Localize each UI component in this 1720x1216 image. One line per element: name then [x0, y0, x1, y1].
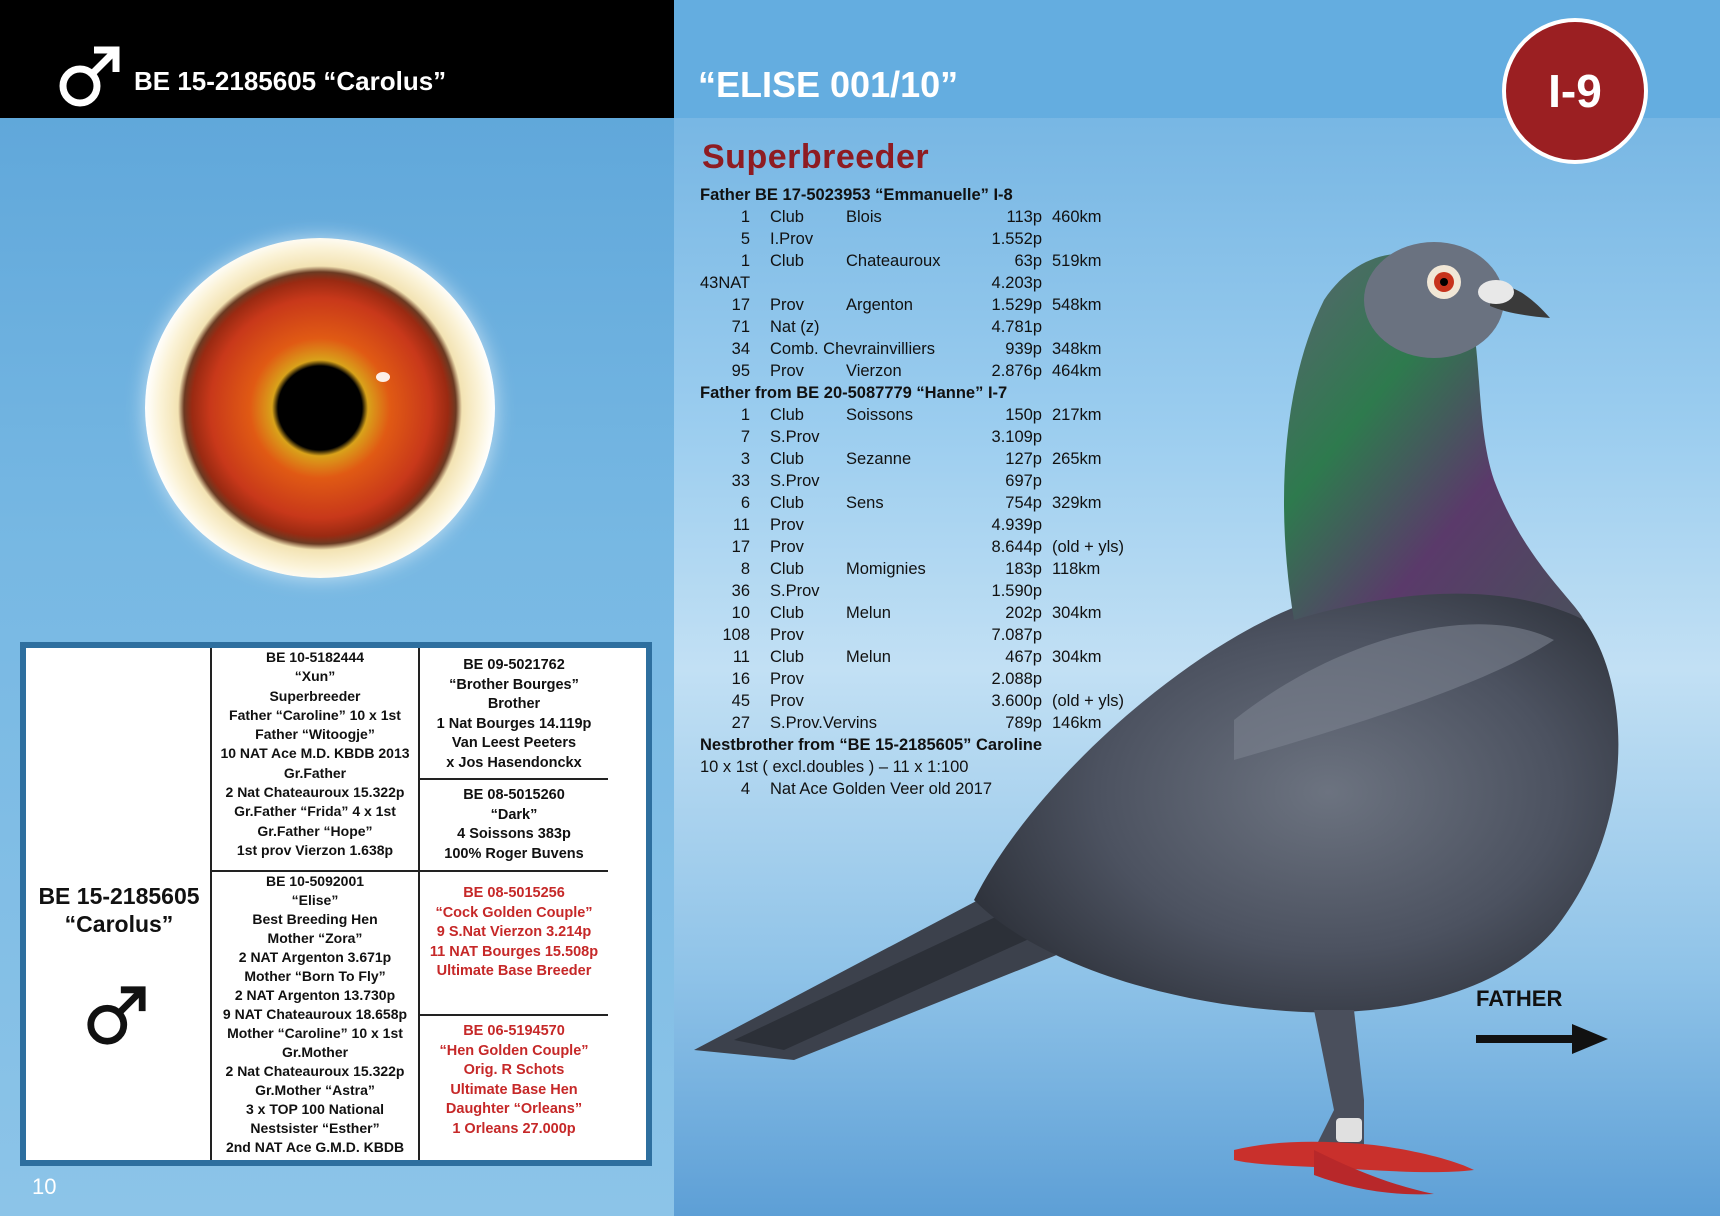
result-cell: 183p [1005, 560, 1042, 578]
eye-glint [376, 372, 390, 382]
result-cell: 519km [1052, 252, 1102, 270]
ped-line: BE 10-5182444 [265, 649, 365, 665]
result-cell: 202p [1005, 604, 1042, 622]
result-cell: 548km [1052, 296, 1102, 314]
ped-line: Superbreeder [269, 687, 361, 704]
result-cell: S.Prov [770, 582, 820, 600]
result-cell: 146km [1052, 714, 1102, 732]
result-cell: 11 [732, 516, 750, 534]
result-cell: 464km [1052, 362, 1102, 380]
result-cell: 3.600p [991, 692, 1042, 710]
result-cell: Club [770, 208, 804, 226]
result-cell: (old + yls) [1052, 692, 1124, 710]
result-cell: Chateauroux [846, 252, 941, 270]
ped-line: “Dark” [490, 806, 538, 823]
result-cell: 17 [731, 538, 750, 556]
result-cell: 1 [740, 406, 750, 424]
result-cell: 36 [731, 582, 750, 600]
ped-line: Daughter “Orleans” [445, 1101, 583, 1118]
result-cell: 304km [1052, 648, 1102, 666]
result-cell: Comb. Chevrainvilliers [770, 340, 936, 358]
result-cell: 34 [731, 340, 750, 358]
subject-ring: BE 15-2185605 [38, 883, 200, 909]
result-cell: Prov [770, 538, 804, 556]
result-cell: 460km [1052, 208, 1102, 226]
result-cell: Nat Ace Golden Veer old 2017 [770, 780, 992, 798]
ped-line: Father “Caroline” 10 x 1st [229, 706, 401, 723]
ped-line: Gr.Mother [281, 1044, 349, 1060]
ped-line: Nestsister “Esther” [250, 1120, 380, 1136]
pedigree-mother-mother [420, 1022, 608, 1160]
result-cell: 10 [731, 604, 750, 622]
result-cell: 8 [740, 560, 750, 578]
divider [418, 1014, 608, 1016]
result-cell: Club [770, 252, 804, 270]
ped-line: BE 10-5092001 [265, 873, 365, 889]
result-cell: 939p [1005, 340, 1042, 358]
ped-line: BE 08-5015260 [463, 787, 565, 803]
result-cell: 304km [1052, 604, 1102, 622]
result-cell: 5 [740, 230, 750, 248]
ped-line: Gr.Mother “Astra” [255, 1082, 375, 1098]
result-cell: (old + yls) [1052, 538, 1124, 556]
ped-line: 1st prov Vierzon 1.638p [236, 841, 394, 858]
ped-line: Father “Witoogje” [255, 726, 375, 743]
result-cell: 11 [732, 648, 750, 666]
ped-line: “Brother Bourges” [449, 676, 579, 693]
result-cell: 4 [740, 780, 750, 798]
result-cell: Soissons [846, 406, 913, 424]
result-cell: Club [770, 450, 804, 468]
ped-line: 10 NAT Ace M.D. KBDB 2013 [220, 745, 410, 762]
result-cell: 3 [740, 450, 750, 468]
result-cell: Club [770, 406, 804, 424]
result-cell: Argenton [846, 296, 913, 314]
pedigree-mother-father [420, 884, 608, 1014]
result-cell: I.Prov [770, 230, 814, 248]
page-badge: I-9 [1502, 18, 1648, 164]
result-cell: 45 [731, 692, 750, 710]
ped-line: 9 S.Nat Vierzon 3.214p [436, 924, 592, 941]
father-label: FATHER [1476, 986, 1563, 1011]
result-cell: 4.203p [991, 274, 1042, 292]
ped-line: Gr.Father “Frida” 4 x 1st [234, 803, 396, 820]
result-cell: 1.590p [991, 582, 1042, 600]
pedigree-mother [212, 872, 418, 1160]
ped-line: “Elise” [291, 892, 339, 908]
ped-line: Mother “Born To Fly” [244, 968, 386, 984]
result-cell: 8.644p [991, 538, 1042, 556]
ped-line: Brother [487, 696, 541, 713]
ped-line: Gr.Father [283, 764, 347, 781]
ped-line: 100% Roger Buvens [444, 845, 584, 862]
result-cell: Club [770, 560, 804, 578]
result-note-text: 10 x 1st ( excl.doubles ) – 11 x 1:100 [700, 758, 969, 776]
result-cell: Prov [770, 692, 804, 710]
ped-line: Van Leest Peeters [451, 735, 577, 752]
ped-line: “Xun” [294, 668, 336, 685]
pedigree-table [20, 642, 652, 1166]
pedigree-inner [26, 648, 646, 1160]
result-cell: 754p [1005, 494, 1042, 512]
ped-line: 2 Nat Chateauroux 15.322p [225, 784, 405, 801]
ped-line: Mother “Caroline” 10 x 1st [227, 1025, 403, 1041]
result-cell: S.Prov [770, 472, 820, 490]
result-cell: 95 [731, 362, 750, 380]
result-cell: 4.939p [991, 516, 1042, 534]
ped-line: 2 NAT Argenton 3.671p [238, 949, 392, 965]
ped-line: BE 06-5194570 [463, 1023, 565, 1039]
ped-line: “Cock Golden Couple” [435, 904, 593, 921]
result-cell: Vierzon [846, 362, 902, 380]
ped-line: 2 NAT Argenton 13.730p [234, 987, 396, 1003]
result-cell: Melun [846, 604, 891, 622]
ped-line: 2nd NAT Ace G.M.D. KBDB [225, 1139, 405, 1155]
result-cell: 71 [731, 318, 750, 336]
ped-line: 4 Soissons 383p [457, 826, 571, 843]
result-cell: 2.088p [991, 670, 1042, 688]
result-cell: Club [770, 604, 804, 622]
result-cell: 7 [740, 428, 750, 446]
result-cell: Club [770, 648, 804, 666]
result-cell: Prov [770, 670, 804, 688]
right-arrow-icon [1476, 1024, 1608, 1054]
result-cell: 33 [731, 472, 750, 490]
male-symbol-icon [56, 44, 122, 110]
result-cell: Prov [770, 362, 804, 380]
result-cell: Club [770, 494, 804, 512]
ped-line: 9 NAT Chateauroux 18.658p [222, 1006, 408, 1022]
pigeon-eye-image [145, 238, 495, 578]
divider [418, 778, 608, 780]
result-cell: 1 [740, 252, 750, 270]
result-cell: Melun [846, 648, 891, 666]
result-cell: 1.529p [991, 296, 1042, 314]
ped-line: Ultimate Base Hen [450, 1081, 578, 1098]
ped-line: 3 x TOP 100 National [246, 1101, 384, 1117]
result-cell: 1 [740, 208, 750, 226]
result-cell: 118km [1052, 560, 1101, 578]
left-page [0, 0, 674, 1216]
male-symbol-icon [84, 984, 148, 1048]
result-cell: 16 [731, 670, 750, 688]
pedigree-father-mother [420, 786, 608, 870]
result-cell: 150p [1005, 406, 1042, 424]
page-number: 10 [32, 1174, 57, 1199]
left-header-bar [0, 0, 674, 118]
result-cell: 27 [731, 714, 750, 732]
result-cell: 43NAT [700, 274, 751, 292]
result-cell: Nat (z) [770, 318, 820, 336]
ped-line: “Hen Golden Couple” [439, 1042, 589, 1059]
ped-line: 1 Orleans 27.000p [452, 1120, 576, 1137]
result-cell: 108 [722, 626, 750, 644]
subject-name: “Carolus” [64, 911, 174, 937]
result-cell: 6 [740, 494, 750, 512]
ped-line: Gr.Father “Hope” [257, 822, 373, 839]
result-cell: 467p [1005, 648, 1042, 666]
result-cell: 217km [1052, 406, 1102, 424]
ped-line: Best Breeding Hen [252, 911, 378, 927]
right-page [674, 0, 1720, 1216]
result-cell: 348km [1052, 340, 1102, 358]
result-cell: 265km [1052, 450, 1102, 468]
result-cell: 17 [731, 296, 750, 314]
left-header-title: BE 15-2185605 “Carolus” [134, 66, 447, 96]
pedigree-subject [26, 882, 212, 938]
ped-line: 1 Nat Bourges 14.119p [436, 715, 592, 732]
ped-line: Orig. R Schots [463, 1062, 565, 1079]
result-cell: Prov [770, 626, 804, 644]
result-cell: Prov [770, 516, 804, 534]
ped-line: BE 08-5015256 [463, 885, 565, 901]
ped-line: x Jos Hasendonckx [446, 754, 582, 771]
result-cell: Momignies [846, 560, 926, 578]
result-cell: 3.109p [991, 428, 1042, 446]
ped-line: Ultimate Base Breeder [436, 963, 592, 980]
result-cell: S.Prov [770, 428, 820, 446]
ped-line: BE 09-5021762 [463, 657, 565, 673]
result-cell: Blois [846, 208, 882, 226]
result-cell: 329km [1052, 494, 1102, 512]
result-cell: 4.781p [991, 318, 1042, 336]
divider [418, 870, 608, 872]
result-cell: Sezanne [846, 450, 912, 468]
result-cell: 113p [1006, 208, 1042, 226]
ped-line: 2 Nat Chateauroux 15.322p [225, 1063, 405, 1079]
result-cell: 7.087p [991, 626, 1042, 644]
superbreeder-title: Superbreeder [702, 138, 930, 176]
result-heading-text: Nestbrother from “BE 15-2185605” Caroline [700, 736, 1043, 754]
result-heading-text: Father BE 17-5023953 “Emmanuelle” I-8 [700, 186, 1013, 204]
pedigree-father-father [420, 656, 608, 778]
ped-line: Mother “Zora” [267, 930, 363, 946]
result-cell: Sens [846, 494, 884, 512]
result-cell: Prov [770, 296, 804, 314]
result-cell: 697p [1005, 472, 1042, 490]
result-cell: 127p [1005, 450, 1042, 468]
result-cell: S.Prov.Vervins [770, 714, 877, 732]
pedigree-father [212, 648, 418, 870]
result-cell: 1.552p [991, 230, 1042, 248]
result-cell: 2.876p [991, 362, 1042, 380]
result-cell: 63p [1014, 252, 1042, 270]
result-heading-text: Father from BE 20-5087779 “Hanne” I-7 [700, 384, 1008, 402]
result-cell: 789p [1005, 714, 1042, 732]
ped-line: 11 NAT Bourges 15.508p [429, 943, 599, 960]
right-header-title: “ELISE 001/10” [698, 64, 959, 105]
